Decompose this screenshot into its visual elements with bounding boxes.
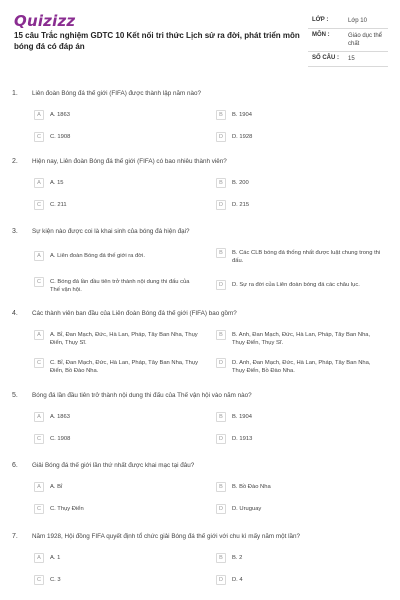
question-text: Giải Bóng đá thế giới lần thứ nhất được khai mạc tại đâu? bbox=[32, 462, 195, 469]
meta-key: MÔN : bbox=[312, 32, 330, 38]
option-text: A. 1863 bbox=[50, 112, 70, 118]
header bbox=[0, 0, 400, 72]
question-text: Các thành viên ban đầu của Liên đoàn Bóng đá thế giới (FIFA) bao gồm? bbox=[32, 310, 237, 317]
option-letter: C bbox=[34, 358, 44, 368]
option-letter: A bbox=[34, 482, 44, 492]
question-number: 2. bbox=[12, 158, 18, 165]
option-letter: D bbox=[216, 575, 226, 585]
option-text: A. 1 bbox=[50, 555, 61, 561]
option-text: D. Anh, Đan Mạch, Đức, Hà Lan, Pháp, Tây Ban Nha, Thụy Điển, Bồ Đào Nha. bbox=[232, 360, 371, 374]
option-letter: A bbox=[34, 251, 44, 261]
meta-key: LỚP : bbox=[312, 17, 329, 23]
meta-value: Giáo dục thể chất bbox=[348, 33, 383, 47]
option-letter: C bbox=[34, 132, 44, 142]
option-letter: B bbox=[216, 330, 226, 340]
question-number: 4. bbox=[12, 310, 18, 317]
option-text: A. Bỉ bbox=[50, 484, 63, 490]
question-number: 3. bbox=[12, 228, 18, 235]
option-letter: D bbox=[216, 280, 226, 290]
option-letter: A bbox=[34, 110, 44, 120]
question-number: 6. bbox=[12, 462, 18, 469]
option-letter: C bbox=[34, 200, 44, 210]
option-text: B. 200 bbox=[232, 180, 249, 186]
option-letter: B bbox=[216, 110, 226, 120]
option-text: B. 1904 bbox=[232, 414, 252, 420]
question-text: Liên đoàn Bóng đá thế giới (FIFA) được thành lập năm nào? bbox=[32, 90, 201, 97]
option-text: B. Các CLB bóng đá thống nhất được luật chung trong thi đấu. bbox=[232, 250, 381, 264]
question-text: Bóng đá lần đầu tiên trở thành nội dung thi đấu của Thế vận hội vào năm nào? bbox=[32, 392, 252, 399]
option-letter: B bbox=[216, 482, 226, 492]
option-text: A. Bỉ, Đan Mạch, Đức, Hà Lan, Pháp, Tây Ban Nha, Thụy Điển, Thụy Sĩ. bbox=[50, 332, 198, 346]
option-letter: B bbox=[216, 248, 226, 258]
meta-row-class bbox=[308, 14, 388, 29]
meta-value: 15 bbox=[348, 56, 355, 62]
meta-value: Lớp 10 bbox=[348, 18, 367, 24]
option-letter: A bbox=[34, 553, 44, 563]
option-text: A. 15 bbox=[50, 180, 64, 186]
option-letter: D bbox=[216, 504, 226, 514]
option-text: C. 1908 bbox=[50, 134, 71, 140]
question-text: Năm 1928, Hội đồng FIFA quyết định tổ chức giải Bóng đá thế giới với chu kì mấy năm một lần? bbox=[32, 533, 300, 540]
option-text: C. 1908 bbox=[50, 436, 71, 442]
option-letter: A bbox=[34, 178, 44, 188]
meta-table bbox=[308, 14, 388, 67]
option-text: A. 1863 bbox=[50, 414, 70, 420]
option-letter: D bbox=[216, 358, 226, 368]
quizizz-logo: Quizizz bbox=[14, 12, 76, 30]
option-letter: B bbox=[216, 178, 226, 188]
option-text: B. 2 bbox=[232, 555, 243, 561]
question-text: Hiện nay, Liên đoàn Bóng đá thế giới (FIFA) có bao nhiêu thành viên? bbox=[32, 158, 227, 165]
question-number: 1. bbox=[12, 90, 18, 97]
page-title: 15 câu Trắc nghiệm GDTC 10 Kết nối tri thức Lịch sử ra đời, phát triển môn bóng đá có đáp án bbox=[14, 31, 300, 51]
option-letter: D bbox=[216, 132, 226, 142]
option-letter: B bbox=[216, 412, 226, 422]
option-letter: C bbox=[34, 504, 44, 514]
option-text: D. Sự ra đời của Liên đoàn bóng đá các châu lục. bbox=[232, 282, 360, 288]
option-letter: A bbox=[34, 330, 44, 340]
option-text: A. Liên đoàn Bóng đá thế giới ra đời. bbox=[50, 253, 145, 259]
option-text: C. Bóng đá lần đầu tiên trở thành nội dung thi đấu của Thế vận hội. bbox=[50, 279, 190, 293]
option-text: B. Bồ Đào Nha bbox=[232, 484, 271, 490]
option-letter: B bbox=[216, 553, 226, 563]
option-text: C. 211 bbox=[50, 202, 67, 208]
option-text: C. Thụy Điển bbox=[50, 506, 84, 512]
meta-row-subject bbox=[308, 29, 388, 52]
question-text: Sự kiện nào được coi là khai sinh của bóng đá hiện đại? bbox=[32, 228, 190, 235]
option-letter: D bbox=[216, 200, 226, 210]
option-text: D. Uruguay bbox=[232, 506, 262, 512]
option-letter: C bbox=[34, 277, 44, 287]
option-letter: D bbox=[216, 434, 226, 444]
meta-key: SỐ CÂU : bbox=[312, 55, 339, 61]
option-text: C. 3 bbox=[50, 577, 61, 583]
question-number: 7. bbox=[12, 533, 18, 540]
option-text: D. 1913 bbox=[232, 436, 253, 442]
option-letter: C bbox=[34, 575, 44, 585]
option-letter: C bbox=[34, 434, 44, 444]
option-text: D. 215 bbox=[232, 202, 250, 208]
option-text: B. Anh, Đan Mạch, Đức, Hà Lan, Pháp, Tây Ban Nha, Thụy Điển, Thụy Sĩ. bbox=[232, 332, 371, 346]
option-text: D. 1928 bbox=[232, 134, 253, 140]
question-number: 5. bbox=[12, 392, 18, 399]
option-text: B. 1904 bbox=[232, 112, 252, 118]
option-text: C. Bỉ, Đan Mạch, Đức, Hà Lan, Pháp, Tây Ban Nha, Thụy Điển, Bồ Đào Nha. bbox=[50, 360, 199, 374]
meta-row-count bbox=[308, 52, 388, 67]
option-text: D. 4 bbox=[232, 577, 243, 583]
option-letter: A bbox=[34, 412, 44, 422]
